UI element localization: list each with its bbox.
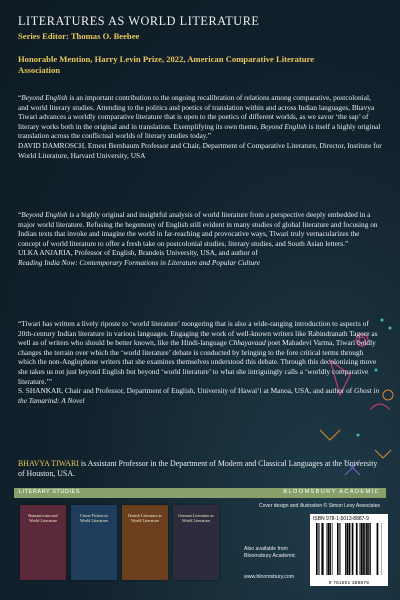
barcode-bar [361, 523, 363, 575]
barcode-bar [356, 523, 358, 575]
endorsement-quote: “Tiwari has written a lively riposte to ‘world literature’ mongering that is also a wide-ranging introduction to aspects of 20th-century Indian literature in various languages. Engaging the work of well-known writers like Rabindranath Tagore as well as of writers who should be better known, like the Hindi-language Chhayavaad poet Mahadevi Varma, Tiwari boldly changes the terrain over which the ‘world literature’ debate is conducted by bringing to the fore critical terms through which the non-Anglophone writers that she examines themselves understood this debate. Through this decolonizing move she takes us not just beyond English but beyond ‘world literature’ to what she intriguingly calls a ‘worldly comparative literature.’” S. SHANKAR, Chair and Professor, Department of English, University of Hawai‘i at Manoa, USA, and author of Ghost in the Tamarind: A Novel [18, 319, 380, 405]
barcode-bar [318, 523, 319, 575]
author-name: BHAVYA TIWARI [18, 459, 79, 468]
barcode-bar [328, 523, 330, 575]
book-thumbnail-title: Romanticism and World Literature [28, 513, 58, 523]
publisher-website[interactable]: www.bloomsbury.com [244, 574, 295, 580]
barcode-bar [370, 523, 371, 575]
barcode-bar [333, 523, 334, 575]
barcode-bar [339, 523, 340, 575]
barcode-bar [324, 523, 325, 575]
barcode-bar [360, 523, 361, 575]
publisher-name: BLOOMSBURY ACADEMIC [283, 489, 380, 495]
book-thumbnail-title: German Literature as World Literature [178, 513, 214, 523]
subject-category: LITERARY STUDIES [19, 489, 80, 495]
barcode-bar [321, 523, 323, 575]
barcode-number: 9 781501 388879 [328, 580, 370, 585]
barcode-bar [368, 523, 369, 575]
also-available-label: Also available from Bloomsbury Academic [244, 546, 296, 559]
barcode-bars [316, 523, 382, 575]
series-title: LITERATURES AS WORLD LITERATURE [18, 14, 260, 28]
barcode-bar [365, 523, 366, 575]
award-honor: Honorable Mention, Harry Levin Prize, 2022, American Comparative Literature Association [18, 54, 315, 75]
series-editor: Series Editor: Thomas O. Beebee [18, 31, 140, 41]
barcode [310, 514, 388, 586]
endorsement-attribution: DAVID DAMROSCH, Ernest Bernbaum Professor and Chair, Department of Comparative Literature, Director, Institute for World Literature, Harvard University, USA [18, 140, 382, 160]
book-thumbnail[interactable] [20, 505, 66, 580]
cover-credit: Cover design and illustration © Simon Levy Associates [259, 503, 380, 509]
barcode-bar [366, 523, 368, 575]
barcode-bar [330, 523, 331, 575]
endorsement-quote: “Beyond English is an important contribution to the ongoing recalibration of relations among comparative, postcolonial, and world literary studies. Attending to the politics and poetics of translation within and across Indian languages, Bhavya Tiwari advances a worldly comparative literature that is open to the poetics of different worlds, as we savor ‘the sap’ of literary works both in the original and in translation. Exemplifying its own theme, Beyond English is itself a highly original translation across the conflictual worlds of literary studies today.” DAVID DAMROSCH, Ernest Bernbaum Professor and Chair, Department of Comparative Literature, Director, Institute for World Literature, Harvard University, USA [18, 93, 382, 160]
isbn-number: ISBN 978-1-5013-8887-9 [313, 516, 369, 522]
barcode-bar [349, 523, 351, 575]
book-thumbnail-title: Danish Literature as World Literature [128, 513, 162, 523]
barcode-bar [363, 523, 365, 575]
endorsement-attribution: ULKA ANJARIA, Professor of English, Brandeis University, USA, and author of [18, 248, 258, 258]
barcode-bar [337, 523, 338, 575]
barcode-bar [339, 523, 340, 575]
book-thumbnail[interactable] [71, 505, 117, 580]
book-thumbnail[interactable] [173, 505, 219, 580]
barcode-bar [347, 523, 349, 575]
barcode-bar [319, 523, 320, 575]
endorsement-quote: “Beyond English is a highly original and insightful analysis of world literature from a perspective deeply embedded in a major world literature. Refusing the hegemony of English still evident in many studies of global literature and focusing on Indian texts that invoke and imagine the world in far-reaching and provocative ways, Tiwari truly vernacularizes the concept of world literature to offer a fresh take on postcolonial studies, literary studies, and South Asian letters.” ULKA ANJARIA, Professor of English, Brandeis University, USA, and author of Reading India Now: Contemporary Formations in Literature and Popular Culture [18, 210, 378, 267]
endorsement-book-title: Reading India Now: Contemporary Formations in Literature and Popular Culture [18, 257, 260, 267]
barcode-bar [316, 523, 317, 575]
barcode-bar [377, 523, 379, 575]
endorsement-book-title: Ghost in the Tamarind: A Novel [18, 386, 380, 405]
barcode-bar [345, 523, 346, 575]
publisher-bar [14, 488, 386, 498]
endorsement-attribution: S. SHANKAR, Chair and Professor, Department of English, University of Hawai‘i at Manoa, USA, and author of [18, 386, 353, 396]
author-bio: BHAVYA TIWARI is Assistant Professor in the Department of Modern and Classical Languages at the University of Houston, USA. [18, 459, 378, 479]
also-available-books [20, 505, 225, 585]
book-thumbnail-title: Crime Fiction as World Literature [80, 513, 108, 523]
barcode-bar [327, 523, 328, 575]
book-thumbnail[interactable] [122, 505, 168, 580]
barcode-bar [352, 523, 354, 575]
